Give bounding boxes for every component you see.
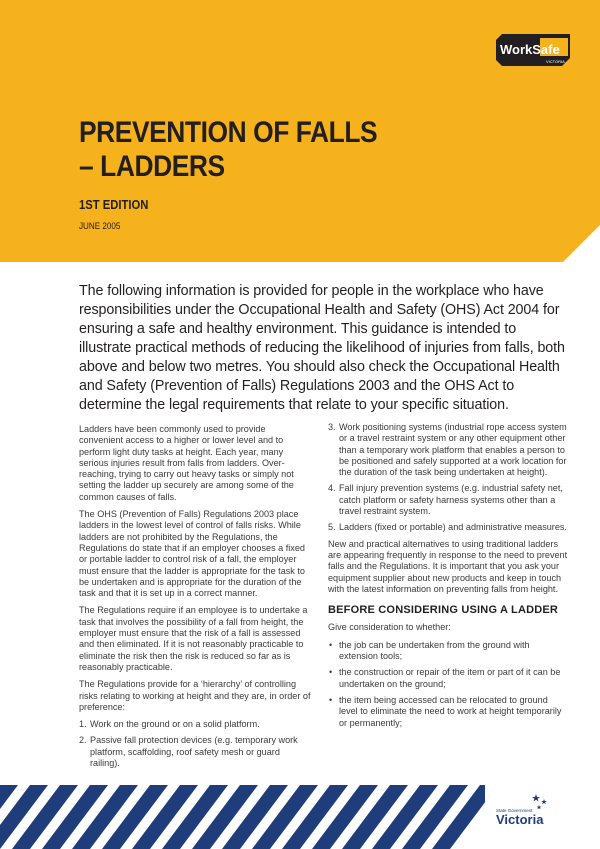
list-item <box>328 640 568 663</box>
logo-text: WorkSafe <box>500 42 560 57</box>
worksafe-logo-icon <box>496 30 570 70</box>
list-text: Work on the ground or on a solid platform. <box>90 719 260 730</box>
section-heading: BEFORE CONSIDERING USING A LADDER <box>328 604 559 617</box>
hierarchy-list-part-1 <box>79 719 311 769</box>
list-item <box>328 667 568 690</box>
page-title <box>79 116 475 184</box>
date-label: JUNE 2005 <box>79 221 121 231</box>
victoria-logo <box>492 790 562 830</box>
gov-small-text: State Government <box>496 808 533 813</box>
left-column <box>79 424 311 774</box>
left-paragraph-4: The Regulations provide for a ‘hierarchy’ of controlling risks relating to working at height and they are, in order of preference: <box>79 679 311 712</box>
victoria-logo-icon <box>492 790 562 830</box>
edition-label: 1ST EDITION <box>79 198 149 212</box>
hierarchy-list-part-2 <box>328 422 568 534</box>
list-text: the item being accessed can be relocated to ground level to eliminate the need to work at height temporarily or permanently; <box>339 694 562 728</box>
left-paragraph-3: The Regulations require if an employee is to undertake a task that involves the possibility of a fall from height, the employer must ensure that the risk of a fall is assessed and then eliminated. If it is not reasonably practicable to eliminate the risk then the risk is reduced so far as is reasonably practicable. <box>79 605 308 672</box>
list-item <box>328 695 568 729</box>
list-item <box>328 422 568 478</box>
bullet-icon: • <box>329 667 333 678</box>
list-item <box>328 522 568 533</box>
list-text: Fall injury prevention systems (e.g. industrial safety net, catch platform or safety harness systems other than a travel restraint system. <box>339 483 563 517</box>
bullet-icon: • <box>329 639 333 650</box>
list-number: 2. <box>79 735 87 746</box>
section-lead: Give consideration to whether: <box>328 622 451 633</box>
list-item <box>328 483 568 517</box>
worksafe-logo <box>496 30 570 70</box>
right-column <box>328 422 568 734</box>
list-text: the construction or repair of the item or part of it can be undertaken on the ground; <box>339 667 561 689</box>
consideration-list <box>328 640 568 729</box>
list-item <box>79 719 311 730</box>
logo-subtext: VICTORIA <box>546 59 565 64</box>
title-line-2: – LADDERS <box>79 150 225 183</box>
list-text: Ladders (fixed or portable) and administrative measures. <box>339 522 567 533</box>
list-number: 5. <box>328 522 336 533</box>
bullet-icon: • <box>329 694 333 705</box>
list-number: 3. <box>328 422 336 432</box>
intro-paragraph: The following information is provided for people in the workplace who have responsibilities under the Occupational Health and Safety (OHS) Act 2004 for ensuring a safe and healthy environment. This guidance is intended to illustrate practical methods of reducing the likelihood of injuries from falls, both above and below two metres. You should also check the Occupational Health and Safety (Prevention of Falls) Regulations 2003 and the OHS Act to determine the legal requirements that relate to your specific situation. <box>79 283 565 413</box>
gov-name-text: Victoria <box>496 812 544 827</box>
left-paragraph-1: Ladders have been commonly used to provide convenient access to a higher or lower level and to perform light duty tasks at height. Each year, many serious injuries result from falls from ladders. Over-reaching, trying to carry out heavy tasks or simply not setting the ladder up securely are among some of the common causes of falls. <box>79 424 294 502</box>
left-paragraph-2: The OHS (Prevention of Falls) Regulations 2003 place ladders in the lowest level of control of falls risks. While ladders are not prohibited by the Regulations, the Regulations do state that if an employer chooses a fixed or portable ladder to control risk of a fall, the employer must ensure that the ladder is appropriate for the task to be undertaken and is appropriate for the duration of the task and that it is set up in a correct manner. <box>79 509 305 599</box>
list-text: Passive fall protection devices (e.g. temporary work platform, scaffolding, roof safety mesh or guard railing). <box>90 735 298 769</box>
list-text: Work positioning systems (industrial rope access system or a travel restraint system or any other equipment other than a temporary work platform that enables a person to be positioned and safely supported at a work location for the duration of the task being undertaken at height). <box>339 422 567 478</box>
list-number: 1. <box>79 719 87 730</box>
title-line-1: PREVENTION OF FALLS <box>79 116 378 149</box>
list-text: the job can be undertaken from the ground with extension tools; <box>339 639 530 662</box>
list-number: 4. <box>328 483 336 494</box>
right-paragraph: New and practical alternatives to using traditional ladders are appearing frequently in response to the need to prevent falls and the Regulations. It is important that you ask your equipment supplier about new products and keep in touch with the latest information on preventing falls from height. <box>328 538 568 594</box>
list-item <box>79 735 311 769</box>
